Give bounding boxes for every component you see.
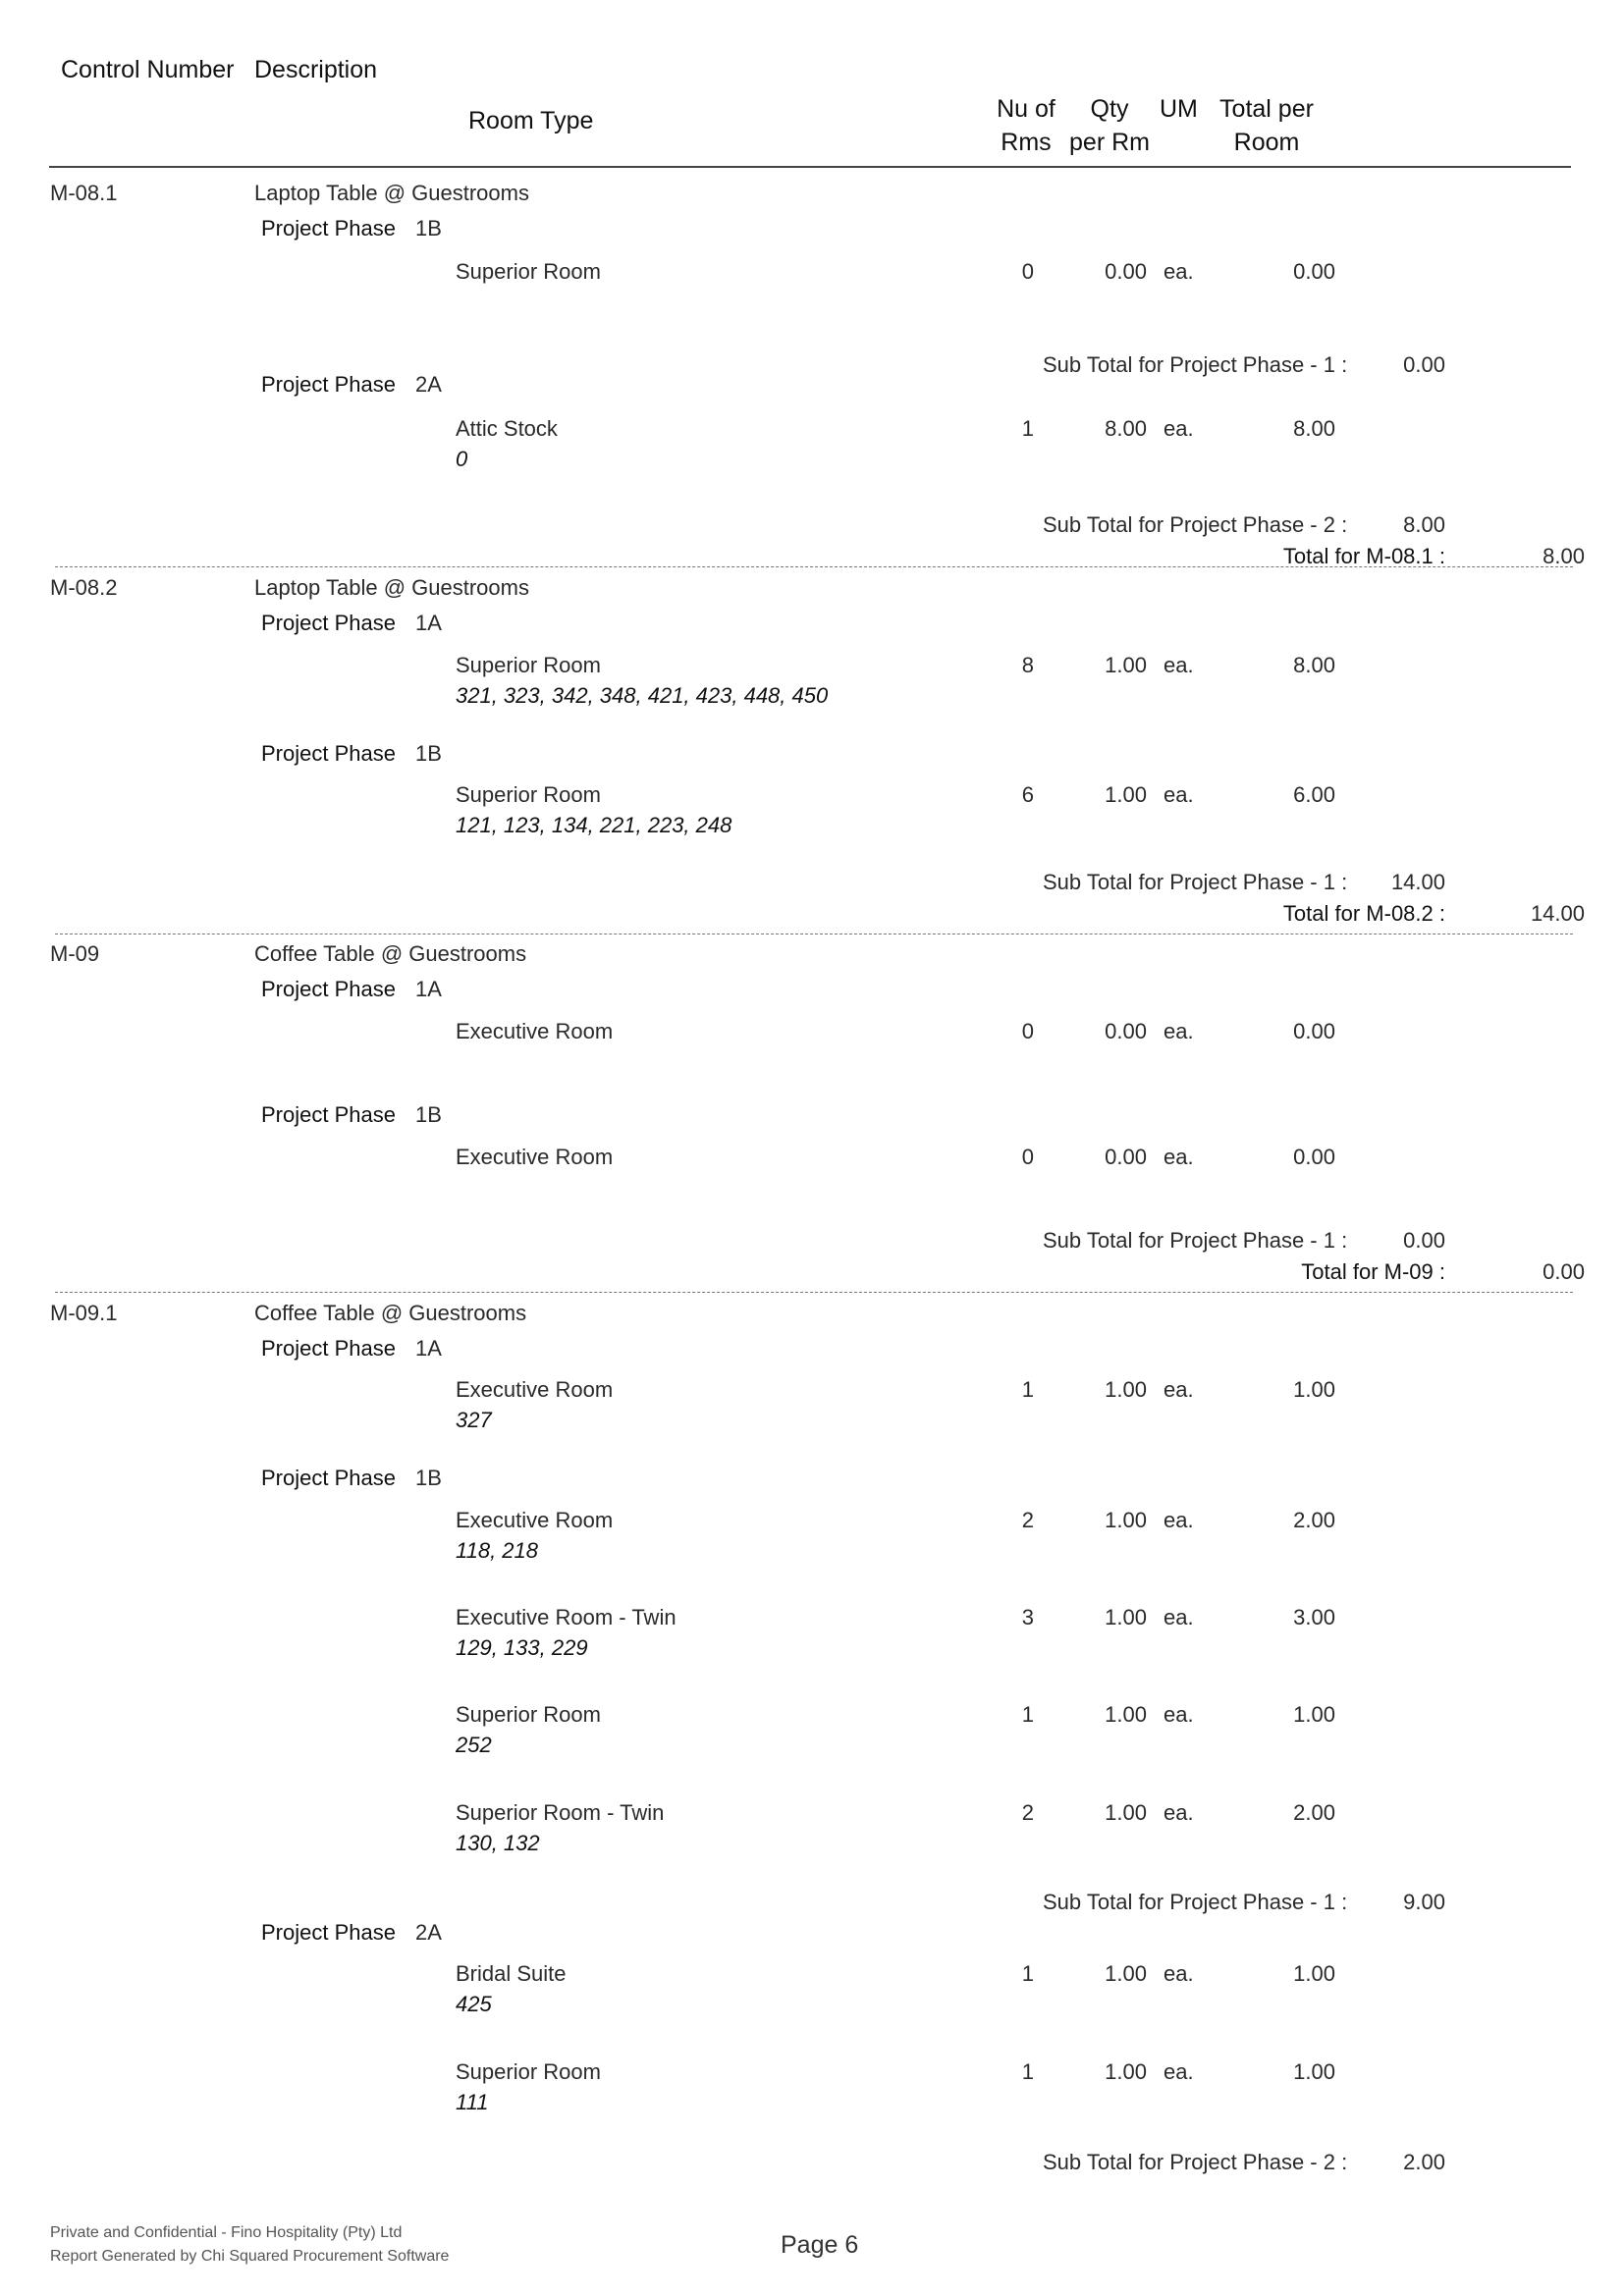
unit-of-measure: ea. xyxy=(1164,1508,1194,1532)
unit-of-measure: ea. xyxy=(1164,1145,1194,1169)
item-separator xyxy=(55,1292,1573,1293)
item-total-value: 14.00 xyxy=(1530,901,1585,926)
project-phase-label: Project Phase xyxy=(261,1466,396,1490)
room-numbers: 121, 123, 134, 221, 223, 248 xyxy=(456,813,732,837)
room-numbers: 111 xyxy=(456,2090,489,2114)
room-numbers: 118, 218 xyxy=(456,1538,539,1563)
room-type: Attic Stock xyxy=(456,416,558,441)
num-rooms: 2 xyxy=(1021,1508,1034,1532)
total-per-room: 1.00 xyxy=(1293,2059,1335,2084)
unit-of-measure: ea. xyxy=(1164,1019,1194,1043)
num-rooms: 0 xyxy=(1021,1145,1034,1169)
project-phase-label: Project Phase xyxy=(261,611,396,635)
total-per-room: 1.00 xyxy=(1293,1702,1335,1727)
num-rooms: 8 xyxy=(1021,653,1034,677)
subtotal-label: Sub Total for Project Phase - 1 : xyxy=(1043,1890,1348,1914)
project-phase-label: Project Phase xyxy=(261,216,396,240)
header-qty-per-rm-1: Qty xyxy=(1090,95,1129,123)
header-um: UM xyxy=(1160,95,1198,123)
subtotal-value: 2.00 xyxy=(1403,2150,1445,2174)
project-phase-label: Project Phase xyxy=(261,1336,396,1361)
subtotal-value: 0.00 xyxy=(1403,352,1445,377)
num-rooms: 0 xyxy=(1021,259,1034,284)
unit-of-measure: ea. xyxy=(1164,416,1194,441)
qty-per-room: 1.00 xyxy=(1105,1961,1147,1986)
total-per-room: 0.00 xyxy=(1293,1145,1335,1169)
total-per-room: 2.00 xyxy=(1293,1508,1335,1532)
project-phase-label: Project Phase xyxy=(261,741,396,766)
subtotal-label: Sub Total for Project Phase - 1 : xyxy=(1043,870,1348,894)
header-room-type: Room Type xyxy=(468,107,594,134)
subtotal-value: 8.00 xyxy=(1403,512,1445,537)
item-description: Laptop Table @ Guestrooms xyxy=(254,575,529,600)
subtotal-label: Sub Total for Project Phase - 2 : xyxy=(1043,2150,1348,2174)
subtotal-label: Sub Total for Project Phase - 1 : xyxy=(1043,352,1348,377)
num-rooms: 6 xyxy=(1021,782,1034,807)
header-total-per-room-2: Room xyxy=(1233,129,1300,156)
header-qty-per-rm-2: per Rm xyxy=(1069,129,1150,156)
room-type: Superior Room xyxy=(456,782,601,807)
project-phase-label: Project Phase xyxy=(261,1920,396,1945)
item-total-label: Total for M-08.2 : xyxy=(1282,901,1445,926)
qty-per-room: 1.00 xyxy=(1105,653,1147,677)
qty-per-room: 1.00 xyxy=(1105,1377,1147,1402)
total-per-room: 8.00 xyxy=(1293,416,1335,441)
total-per-room: 0.00 xyxy=(1293,259,1335,284)
unit-of-measure: ea. xyxy=(1164,2059,1194,2084)
project-phase-value: 1A xyxy=(415,611,442,635)
item-code: M-09.1 xyxy=(50,1301,118,1325)
room-type: Superior Room xyxy=(456,653,601,677)
room-numbers: 327 xyxy=(456,1408,492,1432)
qty-per-room: 0.00 xyxy=(1105,1019,1147,1043)
subtotal-label: Sub Total for Project Phase - 1 : xyxy=(1043,1228,1348,1253)
project-phase-value: 1B xyxy=(415,741,442,766)
num-rooms: 1 xyxy=(1021,1377,1034,1402)
project-phase-value: 2A xyxy=(415,1920,442,1945)
room-numbers: 425 xyxy=(456,1992,492,2016)
qty-per-room: 1.00 xyxy=(1105,2059,1147,2084)
room-type: Executive Room xyxy=(456,1377,614,1402)
item-total-value: 8.00 xyxy=(1543,544,1585,568)
total-per-room: 6.00 xyxy=(1293,782,1335,807)
page-number: Page 6 xyxy=(781,2231,859,2259)
header-nu-of-rms-2: Rms xyxy=(1001,129,1052,156)
project-phase-label: Project Phase xyxy=(261,977,396,1001)
unit-of-measure: ea. xyxy=(1164,1377,1194,1402)
unit-of-measure: ea. xyxy=(1164,259,1194,284)
footer-confidential: Private and Confidential - Fino Hospitality (Pty) Ltd xyxy=(50,2224,403,2241)
project-phase-value: 1B xyxy=(415,216,442,240)
room-numbers: 321, 323, 342, 348, 421, 423, 448, 450 xyxy=(456,683,829,708)
item-description: Coffee Table @ Guestrooms xyxy=(254,1301,527,1325)
room-type: Superior Room xyxy=(456,1702,601,1727)
subtotal-label: Sub Total for Project Phase - 2 : xyxy=(1043,512,1348,537)
subtotal-value: 0.00 xyxy=(1403,1228,1445,1253)
item-code: M-09 xyxy=(50,941,100,966)
qty-per-room: 1.00 xyxy=(1105,1508,1147,1532)
project-phase-value: 2A xyxy=(415,372,442,397)
item-separator xyxy=(55,566,1573,567)
header-nu-of-rms-1: Nu of xyxy=(997,95,1056,123)
item-code: M-08.1 xyxy=(50,181,118,205)
unit-of-measure: ea. xyxy=(1164,653,1194,677)
item-total-label: Total for M-09 : xyxy=(1301,1259,1445,1284)
total-per-room: 2.00 xyxy=(1293,1800,1335,1825)
total-per-room: 3.00 xyxy=(1293,1605,1335,1629)
header-description: Description xyxy=(254,56,378,83)
project-phase-value: 1A xyxy=(415,1336,442,1361)
total-per-room: 1.00 xyxy=(1293,1377,1335,1402)
subtotal-value: 9.00 xyxy=(1403,1890,1445,1914)
project-phase-label: Project Phase xyxy=(261,372,396,397)
room-numbers: 252 xyxy=(456,1733,492,1757)
num-rooms: 1 xyxy=(1021,2059,1034,2084)
item-code: M-08.2 xyxy=(50,575,118,600)
subtotal-value: 14.00 xyxy=(1390,870,1445,894)
unit-of-measure: ea. xyxy=(1164,1800,1194,1825)
unit-of-measure: ea. xyxy=(1164,1702,1194,1727)
footer-generated-by: Report Generated by Chi Squared Procurement Software xyxy=(50,2248,450,2265)
item-description: Coffee Table @ Guestrooms xyxy=(254,941,527,966)
item-description: Laptop Table @ Guestrooms xyxy=(254,181,529,205)
qty-per-room: 1.00 xyxy=(1105,1702,1147,1727)
header-control-number: Control Number xyxy=(61,56,235,83)
num-rooms: 2 xyxy=(1021,1800,1034,1825)
room-type: Superior Room xyxy=(456,2059,601,2084)
header-divider xyxy=(49,166,1571,168)
qty-per-room: 1.00 xyxy=(1105,1605,1147,1629)
room-numbers: 0 xyxy=(456,447,468,471)
qty-per-room: 0.00 xyxy=(1105,259,1147,284)
num-rooms: 1 xyxy=(1021,416,1034,441)
qty-per-room: 1.00 xyxy=(1105,782,1147,807)
project-phase-value: 1B xyxy=(415,1466,442,1490)
num-rooms: 0 xyxy=(1021,1019,1034,1043)
room-numbers: 130, 132 xyxy=(456,1831,540,1855)
header-total-per-room-1: Total per xyxy=(1219,95,1314,123)
room-type: Bridal Suite xyxy=(456,1961,567,1986)
qty-per-room: 8.00 xyxy=(1105,416,1147,441)
room-type: Executive Room - Twin xyxy=(456,1605,677,1629)
unit-of-measure: ea. xyxy=(1164,1961,1194,1986)
total-per-room: 8.00 xyxy=(1293,653,1335,677)
num-rooms: 3 xyxy=(1021,1605,1034,1629)
item-total-label: Total for M-08.1 : xyxy=(1282,544,1445,568)
num-rooms: 1 xyxy=(1021,1961,1034,1986)
room-type: Superior Room xyxy=(456,259,601,284)
num-rooms: 1 xyxy=(1021,1702,1034,1727)
room-type: Executive Room xyxy=(456,1145,614,1169)
qty-per-room: 1.00 xyxy=(1105,1800,1147,1825)
project-phase-value: 1A xyxy=(415,977,442,1001)
unit-of-measure: ea. xyxy=(1164,1605,1194,1629)
item-total-value: 0.00 xyxy=(1543,1259,1585,1284)
total-per-room: 0.00 xyxy=(1293,1019,1335,1043)
project-phase-label: Project Phase xyxy=(261,1102,396,1127)
room-numbers: 129, 133, 229 xyxy=(456,1635,588,1660)
unit-of-measure: ea. xyxy=(1164,782,1194,807)
room-type: Superior Room - Twin xyxy=(456,1800,665,1825)
total-per-room: 1.00 xyxy=(1293,1961,1335,1986)
qty-per-room: 0.00 xyxy=(1105,1145,1147,1169)
room-type: Executive Room xyxy=(456,1019,614,1043)
project-phase-value: 1B xyxy=(415,1102,442,1127)
room-type: Executive Room xyxy=(456,1508,614,1532)
